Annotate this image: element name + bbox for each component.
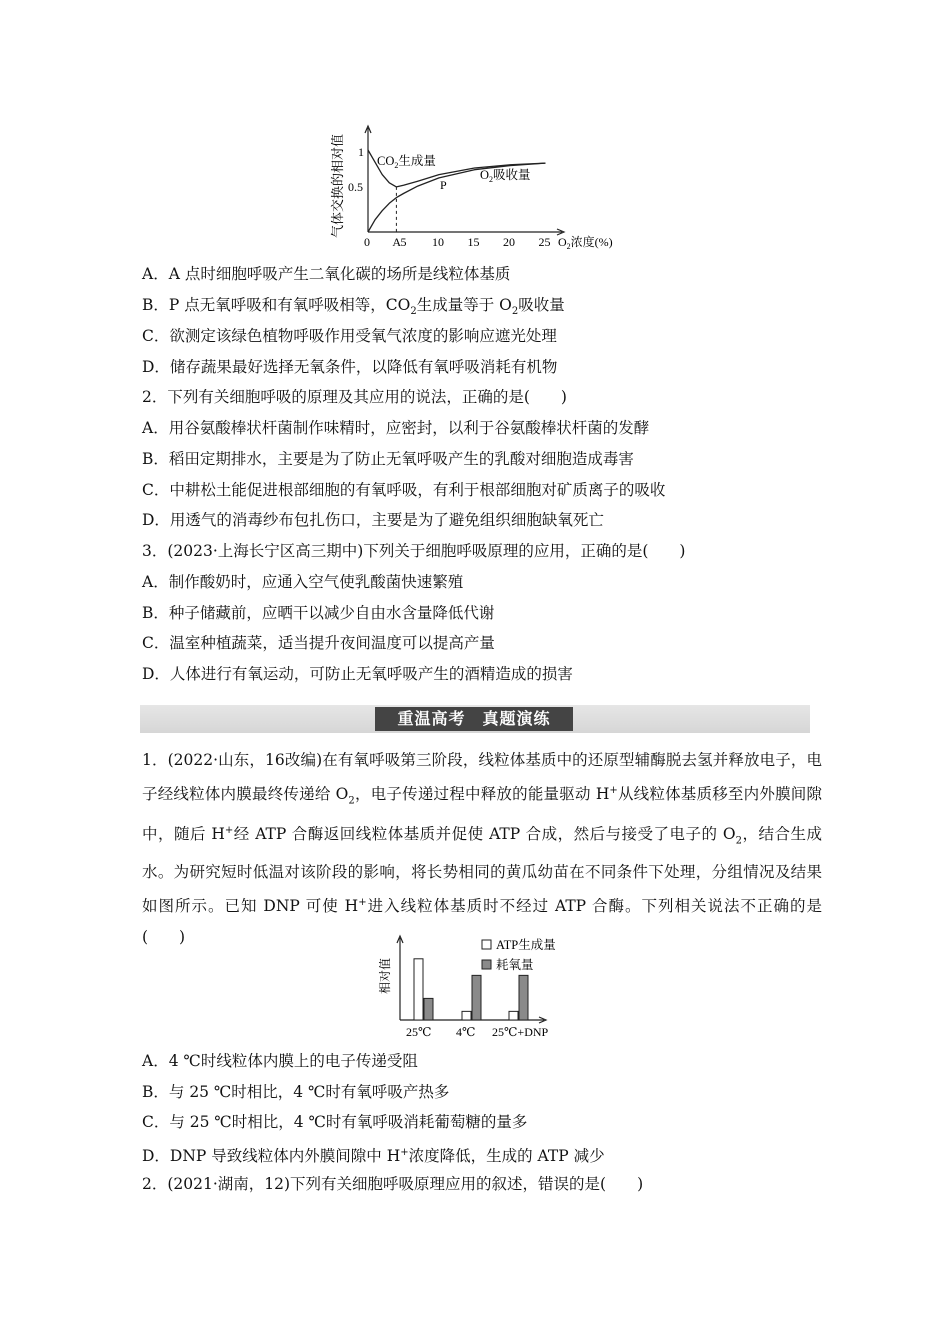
atp-oxygen-bar-chart	[372, 932, 592, 1044]
r2-stem: 2．(2021·湖南，12)下列有关细胞呼吸原理应用的叙述，错误的是( )	[142, 1175, 644, 1193]
r1-option-c: C．与 25 ℃时相比，4 ℃时有氧呼吸消耗葡萄糖的量多	[142, 1113, 528, 1131]
c2-bar-o2-25c-dnp	[519, 975, 528, 1020]
c2-bar-o2-25c	[424, 998, 433, 1020]
c1-o2-label: $O_2$吸收量	[480, 168, 531, 184]
prev-option-d: D．储存蔬果最好选择无氧条件，以降低有氧呼吸消耗有机物	[142, 358, 558, 376]
q2-option-c: C．中耕松土能促进根部细胞的有氧呼吸，有利于根部细胞对矿质离子的吸收	[142, 481, 666, 499]
c1-xtick-5: 5	[400, 235, 407, 249]
c1-point-p-label: P	[440, 178, 447, 192]
q2-stem: 2．下列有关细胞呼吸的原理及其应用的说法，正确的是( )	[142, 388, 567, 406]
c1-y-label: 气体交换的相对值	[330, 133, 345, 238]
c2-cat-4: 4℃	[456, 1025, 476, 1039]
q3-option-d: D．人体进行有氧运动，可防止无氧呼吸产生的酒精造成的损害	[142, 665, 573, 683]
q3-option-a: A．制作酸奶时，应通入空气使乳酸菌快速繁殖	[142, 573, 464, 591]
c2-cat-dnp: 25℃+DNP	[492, 1025, 549, 1039]
c1-ytick-05: 0.5	[348, 180, 363, 194]
c1-x-label: $O_2$浓度(%)	[558, 235, 613, 251]
c1-xtick-20: 20	[503, 235, 515, 249]
r1-option-a: A．4 ℃时线粒体内膜上的电子传递受阻	[142, 1052, 418, 1070]
c1-co2-label: $CO_2$生成量	[377, 154, 436, 170]
c2-bar-atp-25c-dnp	[509, 1011, 518, 1020]
c1-xtick-15: 15	[467, 235, 480, 249]
q2-option-b: B．稻田定期排水，主要是为了防止无氧呼吸产生的乳酸对细胞造成毒害	[142, 450, 634, 468]
c1-xtick-10: 10	[432, 235, 444, 249]
c1-x-origin: 0	[364, 235, 370, 249]
c2-legend-atp: ATP生成量	[496, 938, 556, 952]
c2-y-label: 相对值	[378, 957, 392, 994]
c2-bar-atp-4c	[462, 1011, 471, 1020]
q3-option-b: B．种子储藏前，应晒干以减少自由水含量降低代谢	[142, 604, 495, 622]
o2-concentration-chart	[322, 120, 632, 260]
prev-option-c: C．欲测定该绿色植物呼吸作用受氧气浓度的影响应遮光处理	[142, 327, 557, 345]
c1-ytick-1: 1	[358, 145, 364, 159]
c2-bar-atp-25c	[414, 959, 423, 1020]
c2-legend-o2: 耗氧量	[496, 958, 534, 972]
c1-xtick-25: 25	[538, 235, 551, 249]
r1-stem: 1．(2022·山东，16改编)在有氧呼吸第三阶段，线粒体基质中的还原型辅酶脱去氢并释放电子，电子经线粒体内膜最终传递给 $O_2$，电子传递过程中释放的能量驱动 H+从线粒体基质移至内外膜间隙中，随后 H+经 ATP 合酶返回线粒体基质并促使 ATP 合成，然后与接受了电子的 $O_2$，结合生成水。为研究短时低温对该阶段的影响，将长势相同的黄瓜幼苗在不同条件下处理，分组情况及结果如图所示。已知 DNP 可使 H+进入线粒体基质时不经过 ATP 合酶。下列相关说法不正确的是( )	[142, 751, 822, 946]
q3-option-c: C．温室种植蔬菜，适当提升夜间温度可以提高产量	[142, 634, 495, 652]
q2-option-d: D．用透气的消毒纱布包扎伤口，主要是为了避免组织细胞缺氧死亡	[142, 511, 604, 529]
c2-legend-o2-swatch	[482, 960, 491, 969]
q2-option-a: A．用谷氨酸棒状杆菌制作味精时，应密封，以利于谷氨酸棒状杆菌的发酵	[142, 419, 650, 437]
c1-xtick-A: A	[392, 235, 402, 249]
c2-bar-o2-4c	[472, 975, 481, 1020]
prev-option-a: A．A 点时细胞呼吸产生二氧化碳的场所是线粒体基质	[142, 265, 511, 283]
prev-option-b: B．P 点无氧呼吸和有氧呼吸相等，$CO_2$生成量等于 $O_2$吸收量	[142, 296, 565, 318]
r1-option-b: B．与 25 ℃时相比，4 ℃时有氧呼吸产热多	[142, 1083, 450, 1101]
c2-legend-atp-swatch	[482, 940, 491, 949]
q3-stem: 3．(2023·上海长宁区高三期中)下列关于细胞呼吸原理的应用，正确的是( )	[142, 542, 686, 560]
r1-option-d: D．DNP 导致线粒体内外膜间隙中 H+浓度降低，生成的 ATP 减少	[142, 1147, 605, 1166]
c2-cat-25: 25℃	[406, 1025, 432, 1039]
section-title: 重温高考 真题演练	[375, 707, 573, 731]
